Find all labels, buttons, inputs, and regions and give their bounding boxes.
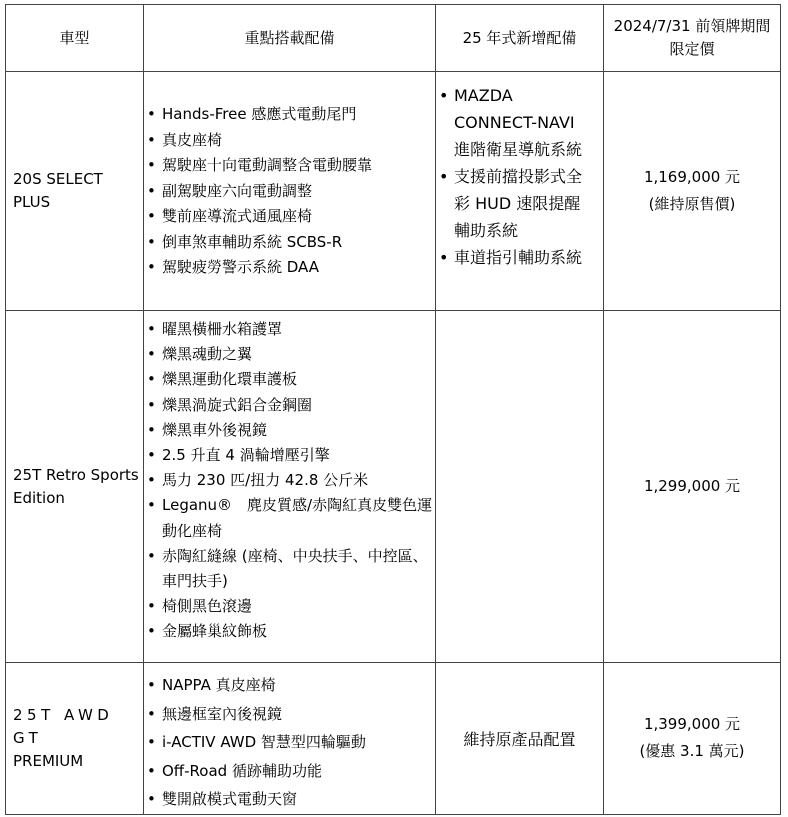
model-line2: PREMIUM bbox=[13, 751, 84, 770]
list-item: • 金屬蜂巢紋飾板 bbox=[144, 619, 435, 644]
equipment-list bbox=[144, 311, 435, 645]
price-value: 1,299,000 元 bbox=[643, 477, 741, 495]
list-item: • 無邊框室內後視鏡 bbox=[144, 700, 435, 729]
price-cell bbox=[604, 72, 781, 311]
table-row bbox=[6, 663, 781, 815]
list-item: • i-ACTIV AWD 智慧型四輪驅動 bbox=[144, 728, 435, 757]
list-item: • Hands-Free 感應式電動尾門 bbox=[144, 102, 435, 128]
list-item: • 曜黑橫柵水箱護罩 bbox=[144, 317, 435, 342]
header-price bbox=[604, 5, 781, 72]
list-item: • 椅側黑色滾邊 bbox=[144, 594, 435, 619]
list-item: • 爍黑魂動之翼 bbox=[144, 342, 435, 367]
equipment-list bbox=[144, 72, 435, 281]
table-row bbox=[6, 311, 781, 663]
list-item: • 倒車煞車輔助系統 SCBS-R bbox=[144, 230, 435, 256]
model-cell: 25T Retro Sports Edition bbox=[6, 311, 144, 663]
header-new-features: 25 年式新增配備 bbox=[436, 5, 604, 72]
equipment-cell bbox=[144, 663, 436, 815]
list-item: • NAPPA 真皮座椅 bbox=[144, 671, 435, 700]
list-item: • 雙前座導流式通風座椅 bbox=[144, 204, 435, 230]
model-cell: 20S SELECT PLUS bbox=[6, 72, 144, 311]
header-equipment: 重點搭載配備 bbox=[144, 5, 436, 72]
price-note: (優惠 3.1 萬元) bbox=[639, 742, 745, 761]
list-item: • 駕駛疲勞警示系統 DAA bbox=[144, 255, 435, 281]
price-cell bbox=[604, 663, 781, 815]
price-value: 1,399,000 元 bbox=[643, 715, 741, 734]
list-item: • 2.5 升直 4 渦輪增壓引擎 bbox=[144, 443, 435, 468]
header-model: 車型 bbox=[6, 5, 144, 72]
equipment-list bbox=[144, 663, 435, 814]
table-row bbox=[6, 72, 781, 311]
list-item: • 副駕駛座六向電動調整 bbox=[144, 179, 435, 205]
list-item: • 爍黑運動化環車護板 bbox=[144, 367, 435, 392]
header-price-line2: 限定價 bbox=[669, 40, 715, 58]
new-features-cell bbox=[436, 72, 604, 311]
header-row bbox=[6, 5, 781, 72]
equipment-cell bbox=[144, 72, 436, 311]
list-item: • Leganu® 麂皮質感/赤陶紅真皮雙色運動化座椅 bbox=[144, 493, 435, 543]
new-features-cell-empty bbox=[436, 311, 604, 663]
model-cell bbox=[6, 663, 144, 815]
list-item: • 馬力 230 匹/扭力 42.8 公斤米 bbox=[144, 468, 435, 493]
list-item: • 爍黑渦旋式鋁合金鋼圈 bbox=[144, 393, 435, 418]
model-line1: 25T AWD GT bbox=[13, 705, 114, 747]
list-item: • MAZDA CONNECT-NAVI 進階衛星導航系統 bbox=[436, 82, 595, 163]
pricing-table bbox=[5, 4, 781, 815]
price-note: (維持原售價) bbox=[648, 195, 736, 213]
list-item: • 赤陶紅縫線 (座椅、中央扶手、中控區、車門扶手) bbox=[144, 544, 435, 594]
price-cell bbox=[604, 311, 781, 663]
list-item: • 駕駛座十向電動調整含電動腰靠 bbox=[144, 153, 435, 179]
equipment-cell bbox=[144, 311, 436, 663]
list-item: • Off-Road 循跡輔助功能 bbox=[144, 757, 435, 786]
new-features-cell: 維持原產品配置 bbox=[436, 663, 604, 815]
list-item: • 支援前擋投影式全彩 HUD 速限提醒輔助系統 bbox=[436, 163, 595, 244]
new-features-list bbox=[436, 72, 603, 271]
list-item: • 車道指引輔助系統 bbox=[436, 244, 595, 271]
list-item: • 爍黑車外後視鏡 bbox=[144, 418, 435, 443]
list-item: • 真皮座椅 bbox=[144, 128, 435, 154]
header-price-line1: 2024/7/31 前領牌期間 bbox=[613, 17, 771, 35]
price-value: 1,169,000 元 bbox=[643, 168, 741, 186]
list-item: • 雙開啟模式電動天窗 bbox=[144, 785, 435, 814]
